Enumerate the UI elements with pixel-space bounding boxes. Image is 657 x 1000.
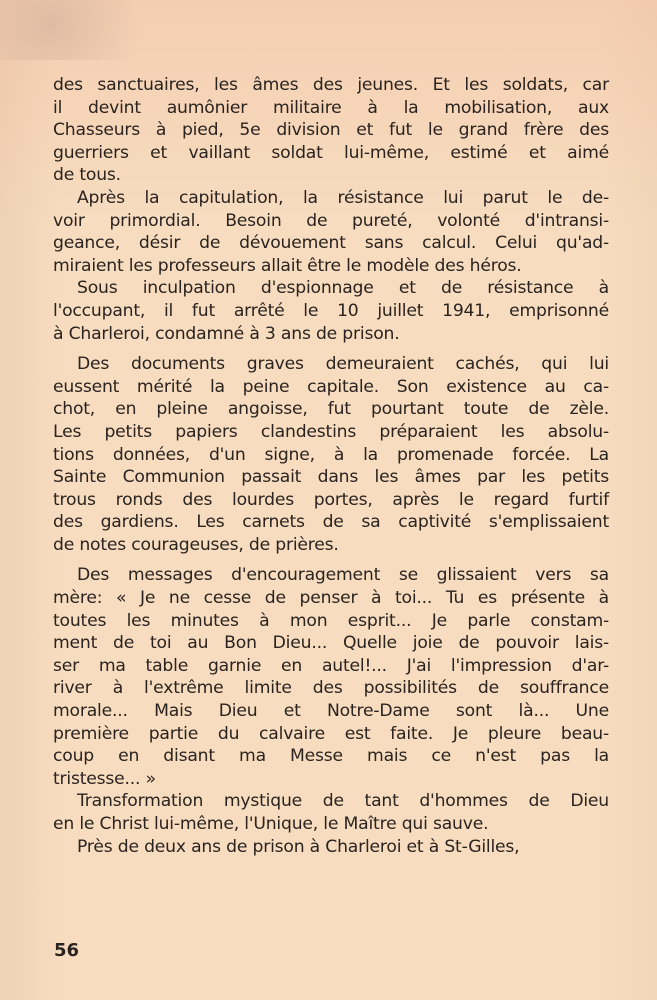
paragraph <box>53 836 609 859</box>
text-line: Sainte Communion passait dans les âmes par les petits <box>53 467 609 488</box>
text-line: de notes courageuses, de prières. <box>53 534 339 555</box>
text-line: voir primordial. Besoin de pureté, volonté d'intransi- <box>53 210 609 231</box>
text-line: chot, en pleine angoisse, fut pourtant toute de zèle. <box>53 399 609 420</box>
text-line: Chasseurs à pied, 5e division et fut le grand frère des <box>53 120 609 141</box>
text-line: geance, désir de dévouement sans calcul. Celui qu'ad- <box>53 233 609 254</box>
text-line: Des documents graves demeuraient cachés, qui lui <box>77 354 609 375</box>
paragraph <box>53 353 609 556</box>
text-line: ment de toi au Bon Dieu... Quelle joie de pouvoir lais- <box>53 633 609 654</box>
text-line: coup en disant ma Messe mais ce n'est pas la <box>53 746 609 767</box>
text-line: Transformation mystique de tant d'hommes de Dieu <box>77 791 609 812</box>
text-line: guerriers et vaillant soldat lui-même, estimé et aimé <box>53 142 609 163</box>
text-line: morale... Mais Dieu et Notre-Dame sont là... Une <box>53 701 609 722</box>
text-line: il devint aumônier militaire à la mobilisation, aux <box>53 97 609 118</box>
text-line: mère: « Je ne cesse de penser à toi... Tu es présente à <box>53 588 609 609</box>
text-line: à Charleroi, condamné à 3 ans de prison. <box>53 323 400 344</box>
text-line: toutes les minutes à mon esprit... Je parle constam- <box>53 610 609 631</box>
paragraph <box>53 74 609 187</box>
text-line: Les petits papiers clandestins préparaient les absolu- <box>53 421 609 442</box>
body-text <box>53 74 609 858</box>
text-line: trous ronds des lourdes portes, après le regard furtif <box>53 489 609 510</box>
paper-stain <box>0 0 175 60</box>
text-line: river à l'extrême limite des possibilités de souffrance <box>53 678 609 699</box>
text-line: eussent mérité la peine capitale. Son existence au ca- <box>53 376 609 397</box>
page-number: 56 <box>54 940 80 961</box>
paragraph <box>53 790 609 835</box>
text-line: de tous. <box>53 165 121 186</box>
paragraph <box>53 187 609 277</box>
text-line: l'occupant, il fut arrêté le 10 juillet 1941, emprisonné <box>53 300 609 321</box>
paragraph <box>53 564 609 790</box>
text-line: en le Christ lui-même, l'Unique, le Maître qui sauve. <box>53 814 489 834</box>
paragraph <box>53 277 609 345</box>
text-line: ser ma table garnie en autel!... J'ai l'impression d'ar- <box>53 655 609 676</box>
text-line: première partie du calvaire est faite. Je pleure beau- <box>53 723 609 744</box>
text-line: des sanctuaires, les âmes des jeunes. Et les soldats, car <box>53 75 609 95</box>
text-line: tions données, d'un signe, à la promenade forcée. La <box>53 444 609 465</box>
text-line: tristesse... » <box>53 768 156 789</box>
text-line: Des messages d'encouragement se glissaient vers sa <box>77 565 609 586</box>
text-line: Sous inculpation d'espionnage et de résistance à <box>77 278 609 299</box>
text-line: Après la capitulation, la résistance lui parut le de- <box>77 187 609 208</box>
text-line: miraient les professeurs allait être le modèle des héros. <box>53 255 522 276</box>
text-line: Près de deux ans de prison à Charleroi et à St-Gilles, <box>77 836 520 857</box>
text-line: des gardiens. Les carnets de sa captivité s'emplissaient <box>53 512 609 533</box>
